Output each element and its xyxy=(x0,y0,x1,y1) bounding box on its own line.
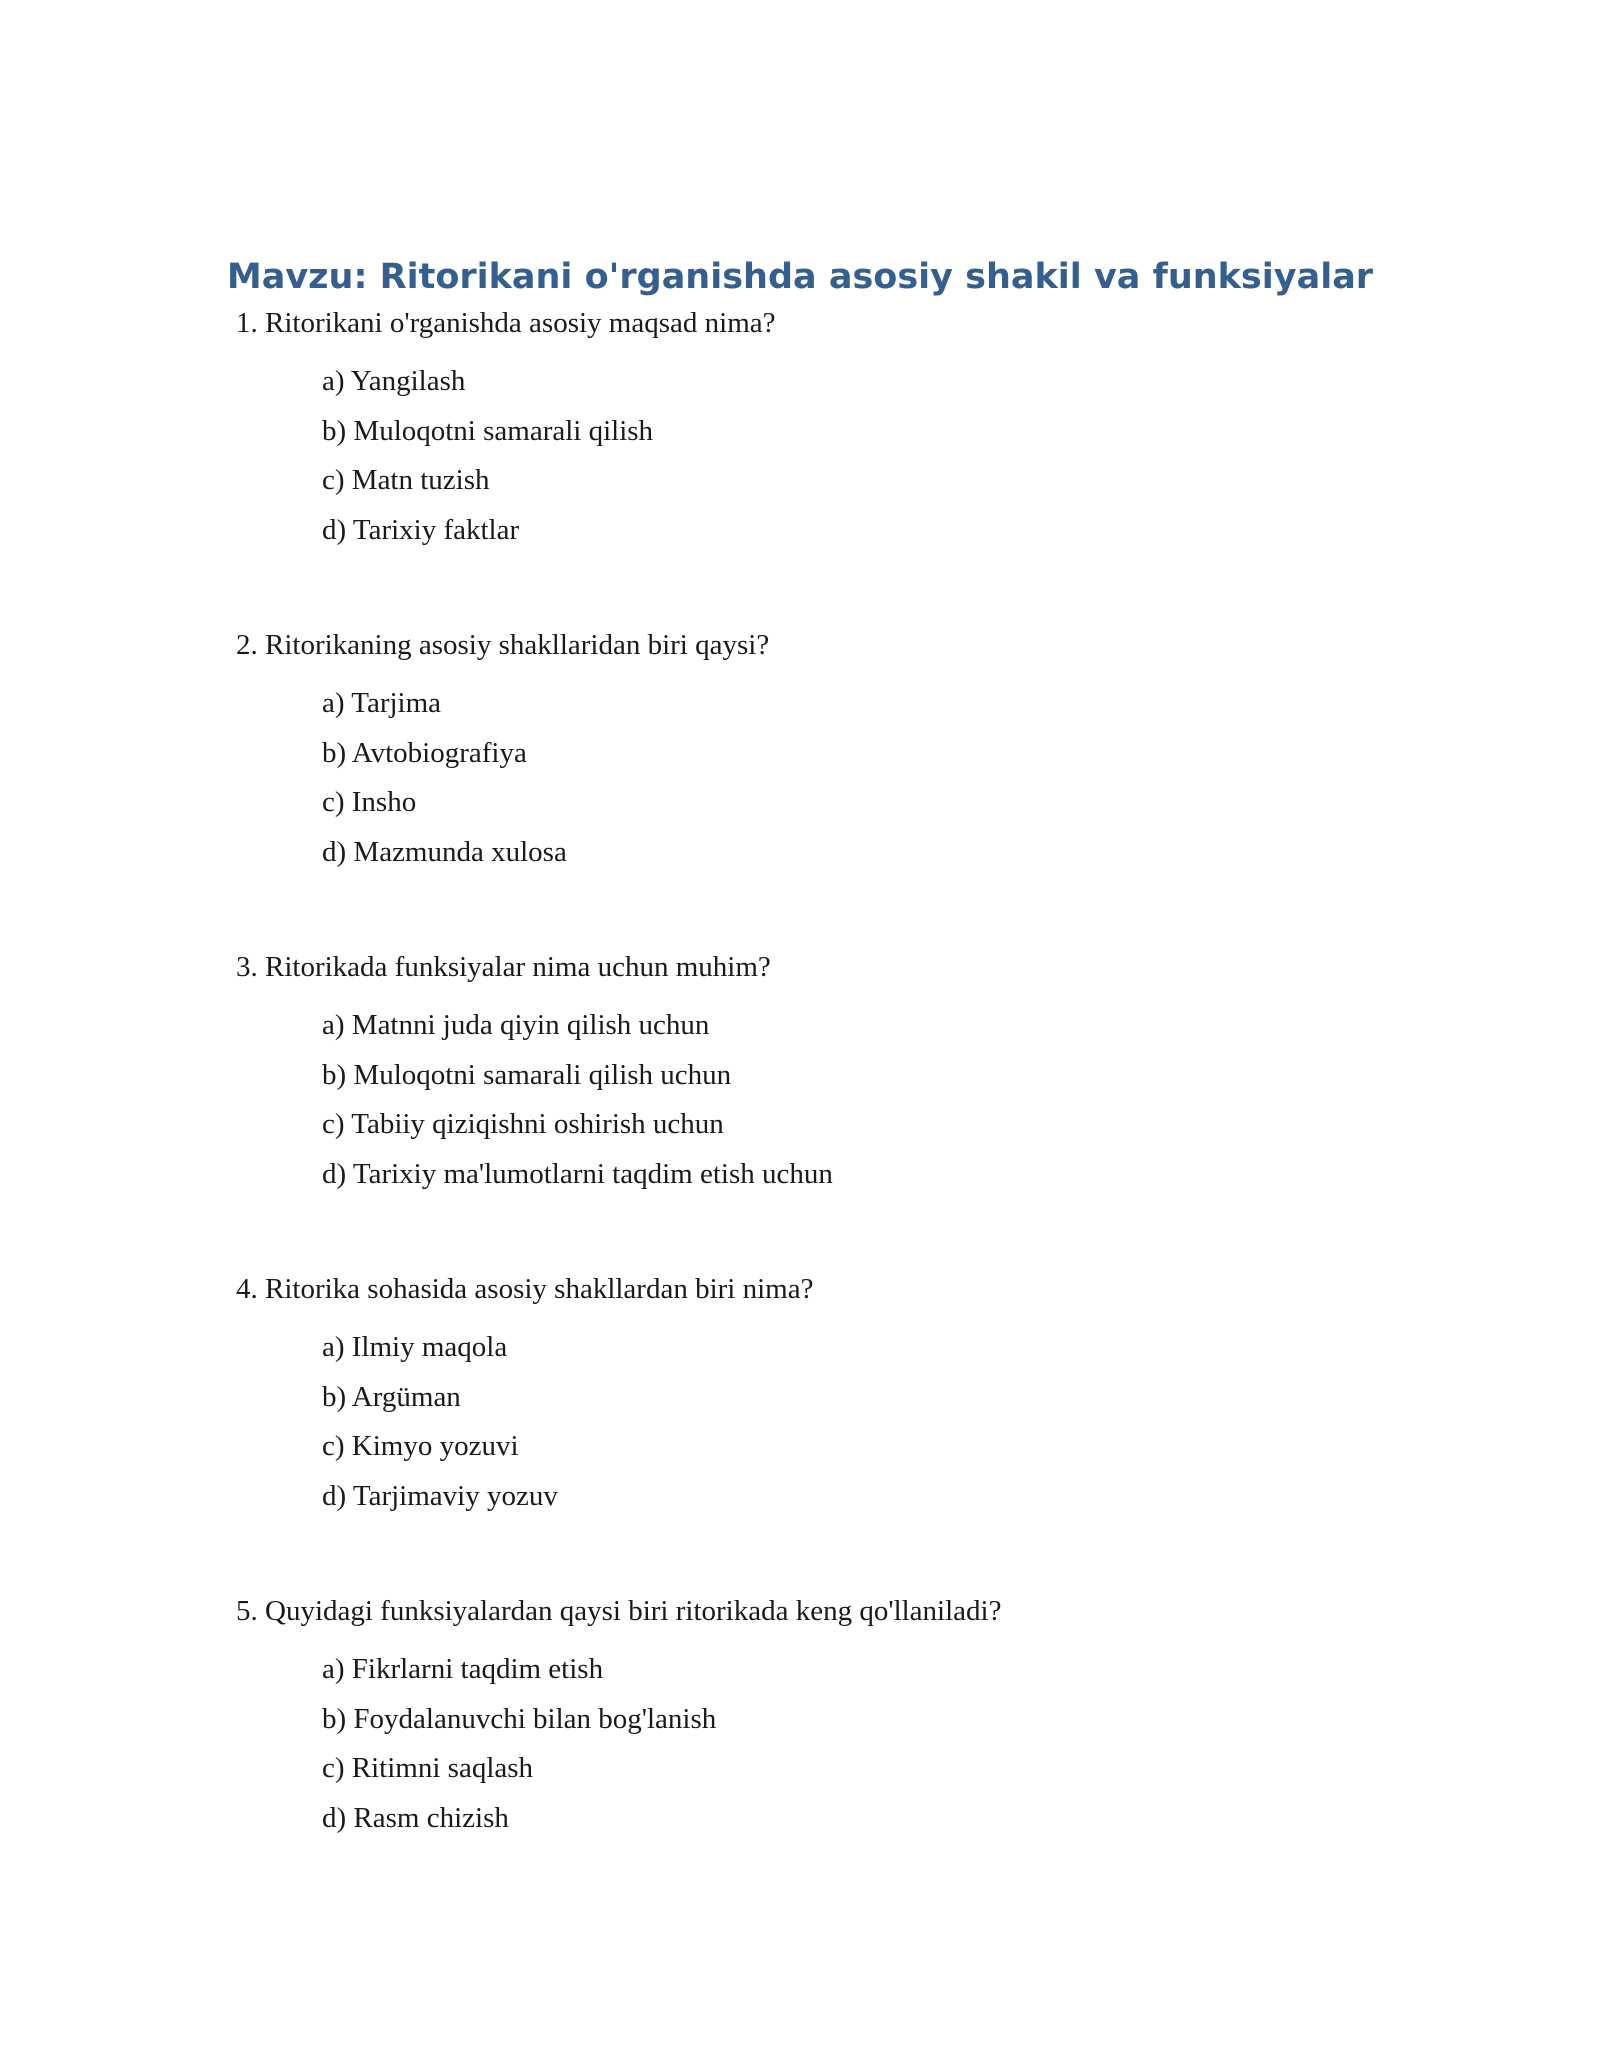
option-d: d) Tarixiy ma'lumotlarni taqdim etish uchun xyxy=(322,1157,833,1190)
page-title: Mavzu: Ritorikani o'rganishda asosiy shakil va funksiyalar xyxy=(226,257,1374,297)
question-list xyxy=(236,305,1436,1915)
question-text: 1. Ritorikani o'rganishda asosiy maqsad nima? xyxy=(236,307,776,339)
option-b: b) Argüman xyxy=(322,1380,461,1413)
option-d: d) Tarixiy faktlar xyxy=(322,513,520,546)
option-d: d) Tarjimaviy yozuv xyxy=(322,1479,558,1512)
option-list xyxy=(236,1323,1436,1521)
option-a: a) Tarjima xyxy=(322,687,442,719)
option-b: b) Muloqotni samarali qilish xyxy=(322,414,654,447)
option-c: c) Ritimni saqlash xyxy=(322,1752,534,1784)
option-b: b) Muloqotni samarali qilish uchun xyxy=(322,1058,732,1091)
question-text: 5. Quyidagi funksiyalardan qaysi biri ritorikada keng qo'llaniladi? xyxy=(236,1595,1002,1627)
option-b: b) Avtobiografiya xyxy=(322,736,527,769)
option-c: c) Matn tuzish xyxy=(322,464,490,496)
option-c: c) Kimyo yozuvi xyxy=(322,1430,519,1462)
option-b: b) Foydalanuvchi bilan bog'lanish xyxy=(322,1702,717,1735)
option-list xyxy=(236,357,1436,555)
option-list xyxy=(236,1645,1436,1843)
question-text: 4. Ritorika sohasida asosiy shakllardan biri nima? xyxy=(236,1273,814,1305)
question-text: 2. Ritorikaning asosiy shakllaridan biri qaysi? xyxy=(236,629,770,661)
option-a: a) Fikrlarni taqdim etish xyxy=(322,1653,604,1685)
question-2 xyxy=(236,627,1436,949)
option-a: a) Yangilash xyxy=(322,365,466,397)
question-5 xyxy=(236,1593,1436,1915)
question-4 xyxy=(236,1271,1436,1593)
option-d: d) Mazmunda xulosa xyxy=(322,835,567,868)
option-list xyxy=(236,679,1436,877)
option-a: a) Matnni juda qiyin qilish uchun xyxy=(322,1009,710,1041)
question-text: 3. Ritorikada funksiyalar nima uchun muhim? xyxy=(236,951,771,983)
option-list xyxy=(236,1001,1436,1199)
option-a: a) Ilmiy maqola xyxy=(322,1331,508,1363)
option-d: d) Rasm chizish xyxy=(322,1801,509,1834)
question-1 xyxy=(236,305,1436,627)
option-c: c) Tabiiy qiziqishni oshirish uchun xyxy=(322,1108,724,1140)
question-3 xyxy=(236,949,1436,1271)
option-c: c) Insho xyxy=(322,786,417,818)
